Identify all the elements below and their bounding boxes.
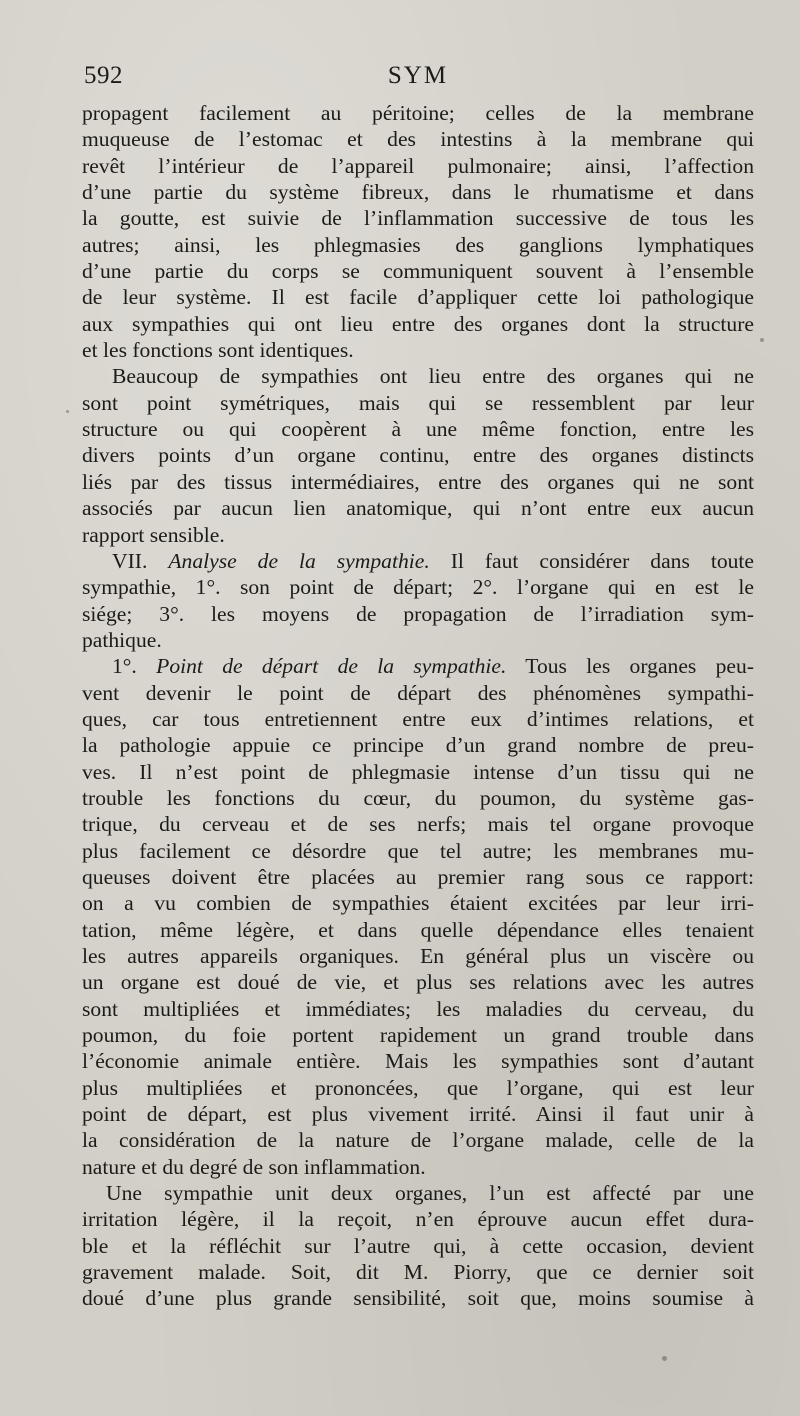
text-line: et les fonctions sont identiques. bbox=[82, 338, 354, 363]
text-line: ble et la réfléchit sur l’autre qui, à cette occasion, devient bbox=[82, 1233, 754, 1258]
page-header bbox=[84, 62, 752, 96]
subsection-lead-text: Tous les organes peu- bbox=[506, 654, 754, 679]
text-line: irritation légère, il la reçoit, n’en éprouve aucun effet dura- bbox=[82, 1207, 754, 1232]
text-line: rapport sensible. bbox=[82, 522, 225, 547]
text-line: d’une partie du système fibreux, dans le rhumatisme et dans bbox=[82, 180, 754, 205]
text-line: poumon, du foie portent rapidement un grand trouble dans bbox=[82, 1023, 754, 1048]
text-line: muqueuse de l’estomac et des intestins à la membrane qui bbox=[82, 127, 754, 152]
text-line: revêt l’intérieur de l’appareil pulmonaire; ainsi, l’affection bbox=[82, 153, 754, 178]
text-line: propagent facilement au péritoine; celles de la membrane bbox=[82, 101, 754, 125]
subsection-number: 1°. bbox=[112, 654, 157, 679]
text-line: la goutte, est suivie de l’inflammation successive de tous les bbox=[82, 206, 754, 231]
text-line: divers points d’un organe continu, entre des organes distincts bbox=[82, 443, 754, 468]
text-line: ves. Il n’est point de phlegmasie intense d’un tissu qui ne bbox=[82, 759, 754, 784]
body-text bbox=[82, 100, 754, 1312]
page-number: 592 bbox=[84, 62, 123, 89]
text-line: plus multipliées et prononcées, que l’organe, qui est leur bbox=[82, 1075, 754, 1100]
text-line: trique, du cerveau et de ses nerfs; mais tel organe provoque bbox=[82, 812, 754, 837]
text-line: siége; 3°. les moyens de propagation de l’irradiation sym- bbox=[82, 601, 754, 626]
text-line: ques, car tous entretiennent entre eux d’intimes relations, et bbox=[82, 706, 754, 731]
running-head: SYM bbox=[387, 62, 449, 89]
text-line: doué d’une plus grande sensibilité, soit que, moins soumise à bbox=[82, 1286, 754, 1311]
text-line: sont multipliées et immédiates; les maladies du cerveau, du bbox=[82, 996, 754, 1021]
section-heading-line bbox=[82, 548, 754, 574]
subsection-heading-line bbox=[82, 653, 754, 679]
text-line: la pathologie appuie ce principe d’un grand nombre de preu- bbox=[82, 733, 754, 758]
text-line: tation, même légère, et dans quelle dépendance elles tenaient bbox=[82, 917, 754, 942]
paper-speck bbox=[66, 410, 69, 413]
text-line: trouble les fonctions du cœur, du poumon, du système gas- bbox=[82, 785, 754, 810]
text-line: les autres appareils organiques. En général plus un viscère ou bbox=[82, 944, 754, 968]
text-line: point de départ, est plus vivement irrité. Ainsi il faut unir à bbox=[82, 1102, 754, 1127]
section-number: VII. bbox=[112, 548, 169, 573]
paper-speck bbox=[760, 338, 764, 342]
text-line: structure ou qui coopèrent à une même fonction, entre les bbox=[82, 417, 754, 442]
section-title: Analyse de la sympathie. bbox=[168, 548, 430, 573]
text-line: associés par aucun lien anatomique, qui n’ont entre eux aucun bbox=[82, 496, 754, 521]
text-line: sont point symétriques, mais qui se ressemblent par leur bbox=[82, 390, 754, 415]
text-line: liés par des tissus intermédiaires, entre des organes qui ne sont bbox=[82, 469, 754, 494]
section-lead-text: Il faut considérer dans toute bbox=[429, 548, 754, 573]
text-line: pathique. bbox=[82, 627, 162, 652]
paragraph-start-line: Une sympathie unit deux organes, l’un est affecté par une bbox=[106, 1181, 754, 1206]
text-line: aux sympathies qui ont lieu entre des organes dont la structure bbox=[82, 311, 754, 336]
paragraph-start-line: Beaucoup de sympathies ont lieu entre des organes qui ne bbox=[112, 364, 754, 389]
text-line: nature et du degré de son inflammation. bbox=[82, 1154, 426, 1179]
text-line: la considération de la nature de l’organe malade, celle de la bbox=[82, 1128, 754, 1153]
text-line: vent devenir le point de départ des phénomènes sympathi- bbox=[82, 680, 754, 705]
text-line: on a vu combien de sympathies étaient excitées par leur irri- bbox=[82, 891, 754, 916]
text-line: plus facilement ce désordre que tel autre; les membranes mu- bbox=[82, 838, 754, 863]
subsection-title: Point de départ de la sympathie. bbox=[156, 654, 507, 679]
text-line: queuses doivent être placées au premier rang sous ce rapport: bbox=[82, 864, 754, 889]
text-line: autres; ainsi, les phlegmasies des ganglions lymphatiques bbox=[82, 232, 754, 257]
text-line: un organe est doué de vie, et plus ses relations avec les autres bbox=[82, 970, 754, 995]
paper-speck bbox=[662, 1356, 667, 1361]
text-line: l’économie animale entière. Mais les sympathies sont d’autant bbox=[82, 1049, 754, 1074]
text-line: de leur système. Il est facile d’appliquer cette loi pathologique bbox=[82, 285, 754, 310]
text-line: gravement malade. Soit, dit M. Piorry, que ce dernier soit bbox=[82, 1260, 754, 1285]
text-line: d’une partie du corps se communiquent souvent à l’ensemble bbox=[82, 259, 754, 284]
text-line: sympathie, 1°. son point de départ; 2°. l’organe qui en est le bbox=[82, 575, 754, 600]
